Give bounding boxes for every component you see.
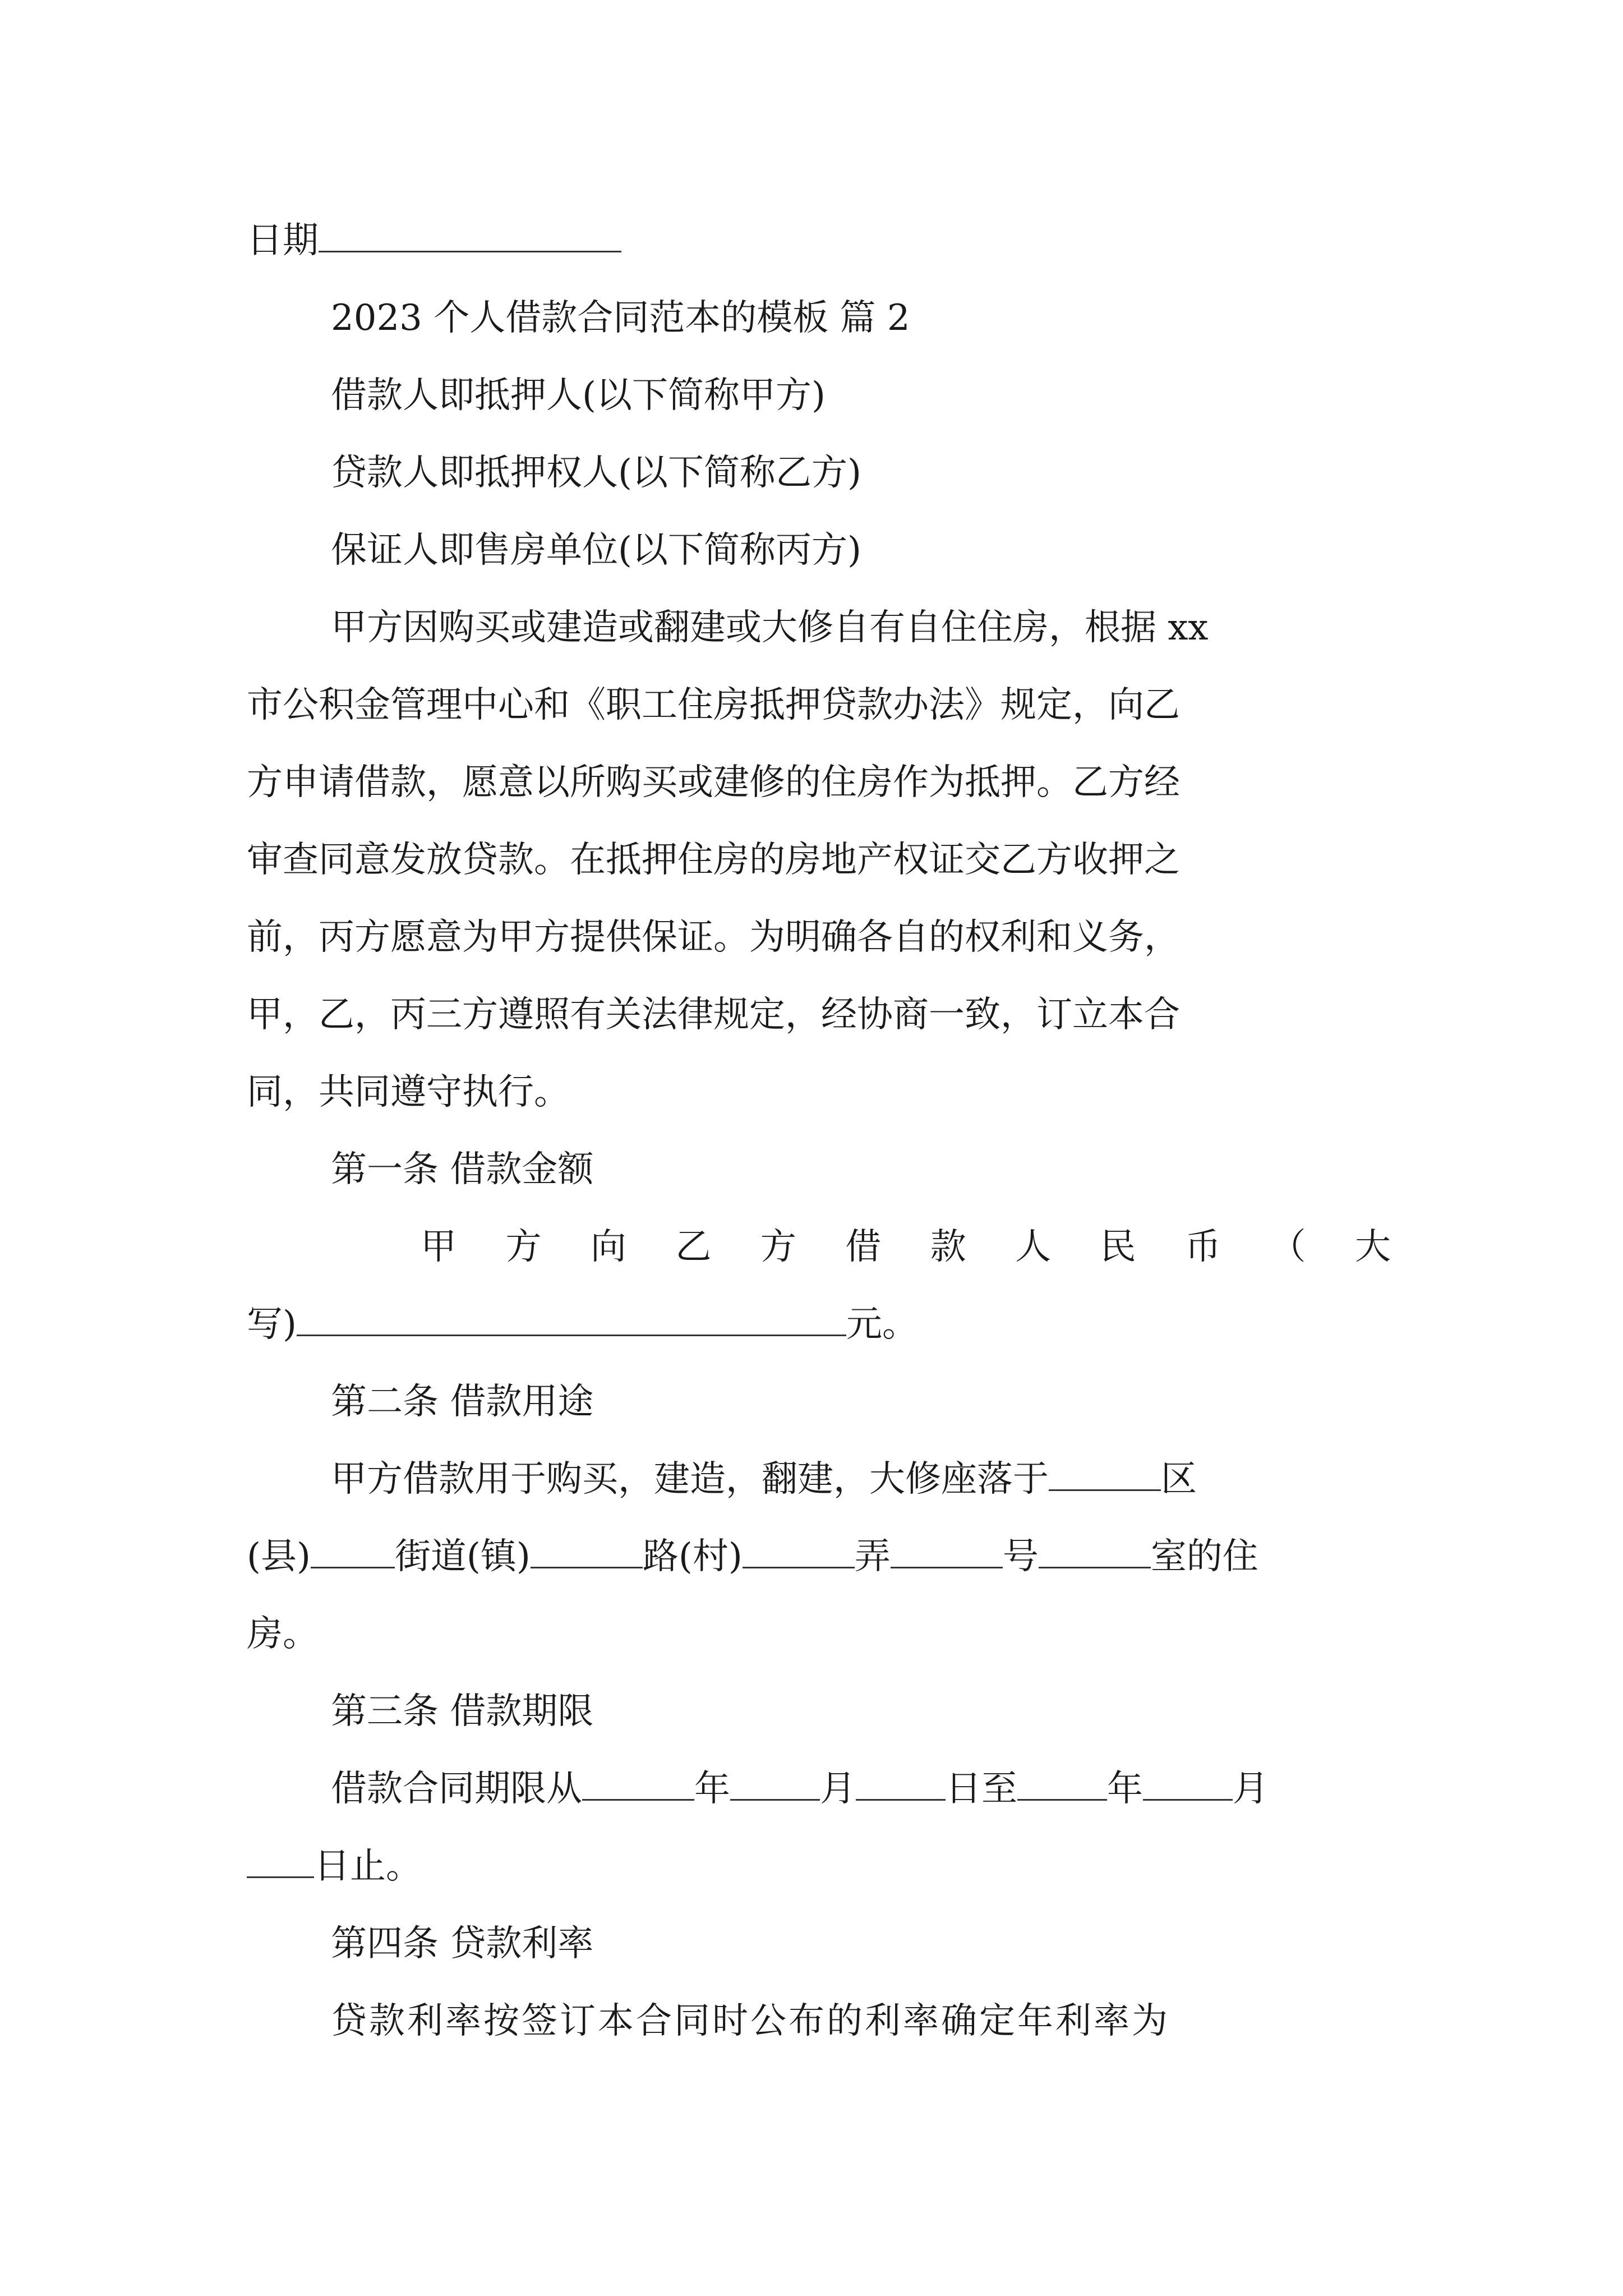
county-label: (县) [247,1536,311,1577]
article1-char: 乙 [675,1226,712,1268]
intro-line-7: 同，共同遵守执行。 [247,1071,570,1113]
article1-char: 甲 [421,1226,457,1268]
article2-text: 甲方借款用于购买，建造，翻建，大修座落于 [331,1458,1049,1500]
start-year-blank [582,1764,694,1801]
date-line [247,202,1391,279]
article1-line-2 [247,1286,1391,1363]
date-label: 日期 [247,220,319,261]
document-title: 2023 个人借款合同范本的模板 篇 2 [331,297,910,339]
article3-text: 借款合同期限从 [331,1768,582,1810]
article1-char: 款 [930,1226,966,1268]
article2-line-3: 房。 [247,1613,319,1655]
article1-char: 人 [1015,1226,1052,1268]
street-label: 街道(镇) [394,1536,531,1577]
article1-char: 方 [505,1226,542,1268]
day-to-label: 日至 [946,1768,1017,1810]
article3-line-2 [247,1828,1391,1905]
month-label: 月 [820,1768,856,1810]
party-lender: 贷款人即抵押权人(以下简称乙方) [331,452,861,494]
article4-heading: 第四条 贷款利率 [331,1923,594,1964]
article2-line-1 [247,1441,1391,1518]
intro-line-6: 甲，乙，丙三方遵照有关法律规定，经协商一致，订立本合 [247,994,1180,1036]
article1-prefix: 写) [247,1304,297,1345]
start-day-blank [856,1764,946,1801]
year-label: 年 [694,1768,730,1810]
number-label: 号 [1002,1536,1039,1577]
intro-line-3: 方申请借款，愿意以所购买或建修的住房作为抵押。乙方经 [247,762,1180,803]
start-month-blank [730,1764,820,1801]
lane-blank [743,1532,855,1568]
street-blank [311,1532,395,1568]
intro-line-5: 前，丙方愿意为甲方提供保证。为明确各自的权利和义务， [247,917,1180,958]
article1-suffix: 元。 [846,1304,918,1345]
number-blank [891,1532,1003,1568]
article1-line-1 [247,1208,1391,1286]
road-label: 路(村) [642,1536,743,1577]
room-blank [1039,1532,1151,1568]
district-blank [1049,1455,1161,1491]
end-day-blank [247,1842,314,1878]
article2-heading: 第二条 借款用途 [331,1381,594,1423]
amount-blank [297,1300,846,1336]
article1-char: 民 [1100,1226,1136,1268]
intro-line-2: 市公积金管理中心和《职工住房抵押贷款办法》规定，向乙 [247,684,1180,726]
article4-line-1: 贷款利率按签订本合同时公布的利率确定年利率为 [331,2000,1170,2042]
article1-char: 借 [845,1226,882,1268]
room-label: 室的住 [1150,1536,1258,1577]
party-guarantor: 保证人即售房单位(以下简称丙方) [331,530,861,571]
article1-char: 大 [1354,1226,1391,1268]
article3-line-1 [247,1750,1391,1828]
lane-label: 弄 [854,1536,891,1577]
contract-page [247,202,1391,2060]
article1-char: 币 [1185,1226,1221,1268]
day-end-label: 日止。 [314,1846,422,1887]
party-borrower: 借款人即抵押人(以下简称甲方) [331,375,826,416]
article1-char: （ [1270,1226,1306,1268]
month-label: 月 [1233,1768,1269,1810]
end-year-blank [1017,1764,1107,1801]
article2-district-label: 区 [1161,1458,1197,1500]
year-label: 年 [1107,1768,1143,1810]
end-month-blank [1143,1764,1233,1801]
date-blank [319,216,621,252]
article1-char: 向 [590,1226,626,1268]
intro-line-4: 审查同意发放贷款。在抵押住房的房地产权证交乙方收押之 [247,839,1180,881]
road-blank [531,1532,643,1568]
article2-line-2 [247,1518,1391,1595]
article1-heading: 第一条 借款金额 [331,1149,594,1190]
article3-heading: 第三条 借款期限 [331,1691,594,1732]
intro-line-1: 甲方因购买或建造或翻建或大修自有自住住房，根据 xx [331,607,1209,648]
article1-char: 方 [760,1226,796,1268]
